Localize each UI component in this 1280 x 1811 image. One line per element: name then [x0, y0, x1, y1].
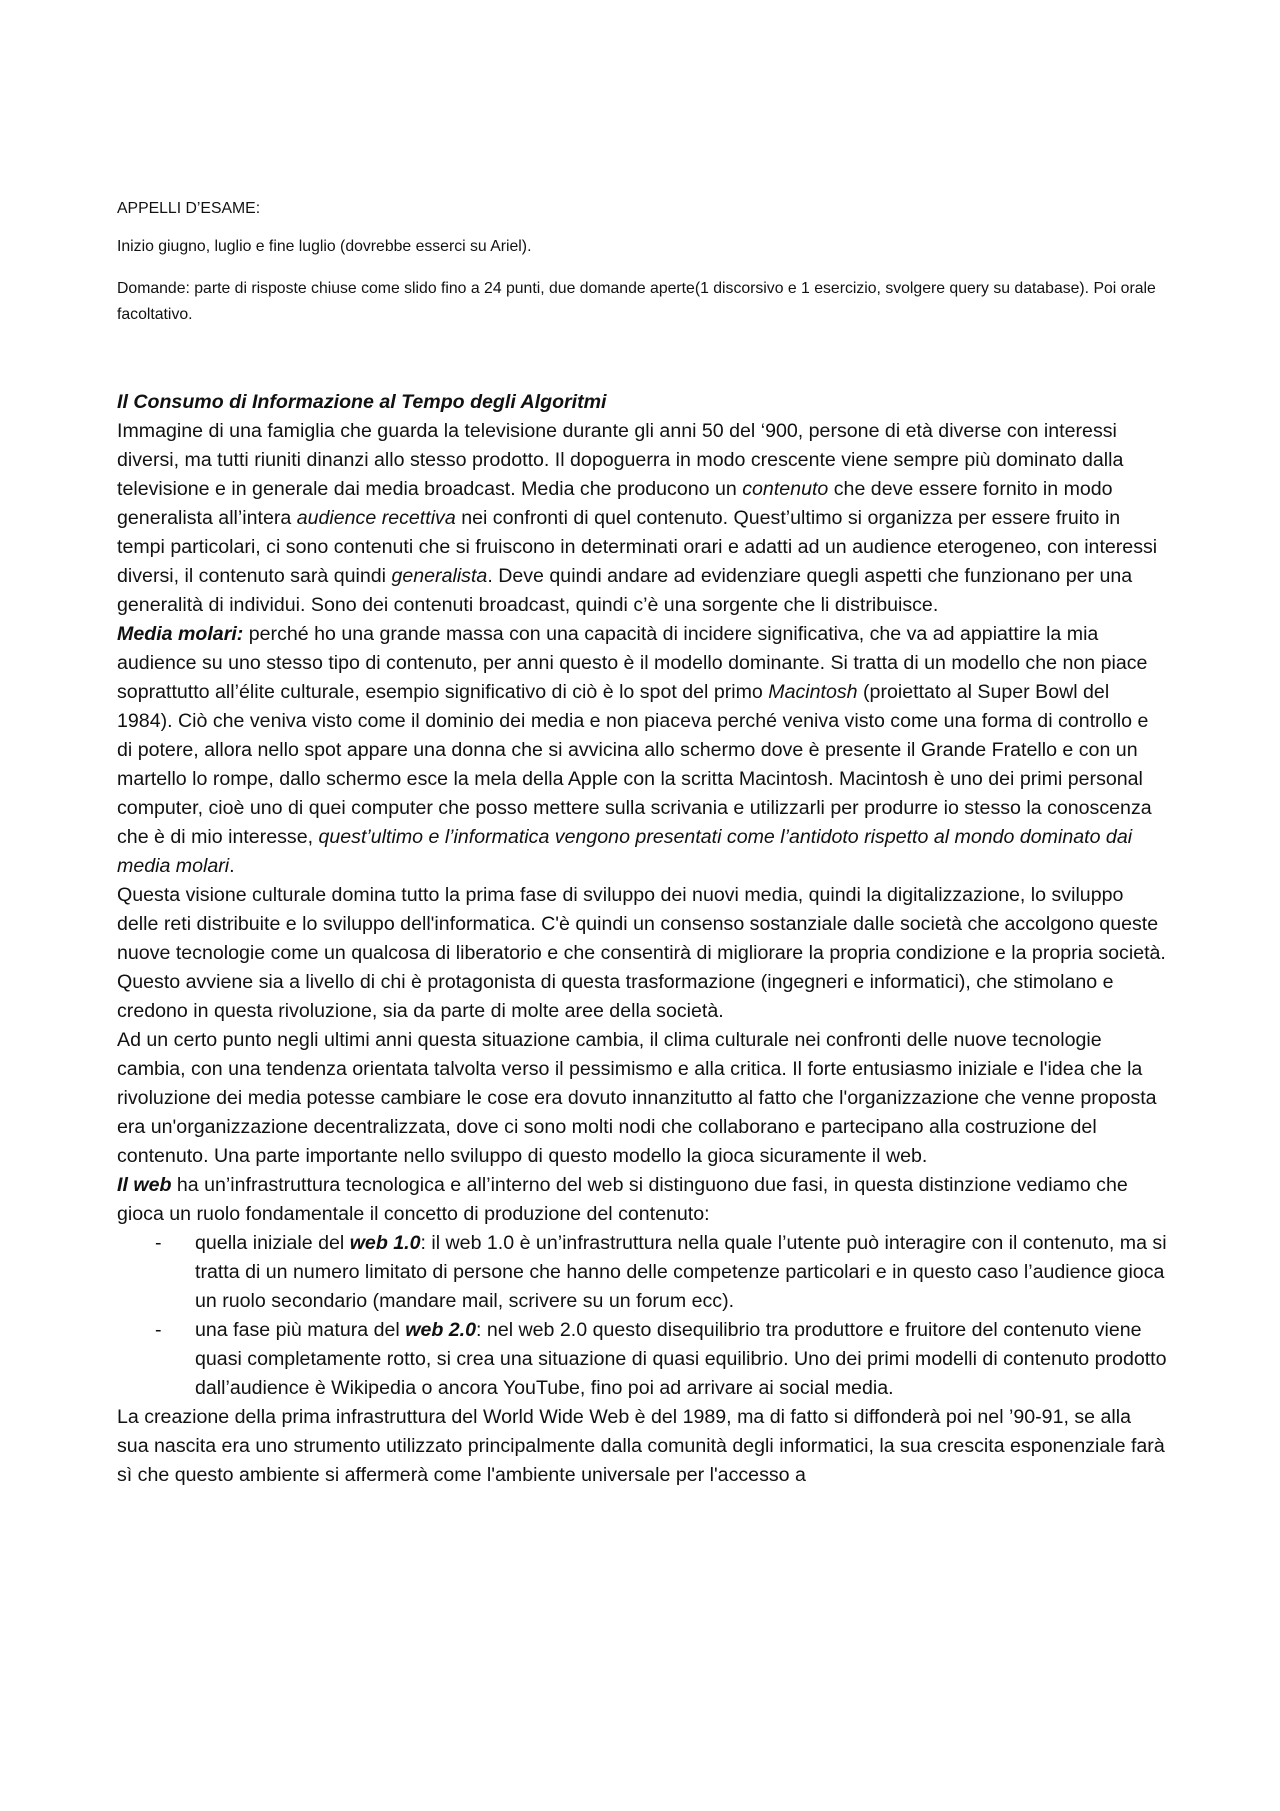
paragraph-www-creation: La creazione della prima infrastruttura del World Wide Web è del 1989, ma di fatto si diffonderà poi nel ’90-91, se alla sua nascita era uno strumento utilizzato principalmente dalla comunità degli informatici, la sua crescita esponenziale farà sì che questo ambiente si affermerà come l'ambiente universale per l'accesso a [117, 1406, 1165, 1486]
exam-questions: Domande: parte di risposte chiuse come slido fino a 24 punti, due domande aperte(1 discorsivo e 1 esercizio, svolgere query su database). Poi orale facoltativo. [117, 280, 1156, 323]
list-item [155, 1229, 1167, 1316]
text-run: (proiettato al Super Bowl del 1984). Ciò che veniva visto come il dominio dei media e non piaceva perché veniva visto come una forma di controllo e di potere, allora nello spot appare una donna che si avvicina allo schermo dove è presente il Grande Fratello e con un martello lo rompe, dallo schermo esce la mela della Apple con la scritta Macintosh. Macintosh è uno dei primi personal computer, cioè uno di quei computer che posso mettere sulla scrivania e utilizzarli per produrre io stesso la conoscenza che è di mio interesse, [117, 681, 1152, 848]
bold-italic-run: Il web [117, 1174, 172, 1196]
text-run: Immagine di una famiglia che guarda la televisione durante gli anni 50 del ‘900, persone di età diverse con interessi diversi, ma tutti riuniti dinanzi allo stesso prodotto. Il dopoguerra in modo crescente viene sempre più dominato dalla televisione e in generale dai media broadcast. Media che producono un [117, 420, 1124, 500]
text-run: . [229, 855, 235, 877]
exam-dates: Inizio giugno, luglio e fine luglio (dovrebbe esserci su Ariel). [117, 238, 532, 255]
italic-run: audience recettiva [296, 507, 456, 529]
bold-italic-run: web 1.0 [349, 1232, 421, 1254]
dash-bullet: - [155, 1319, 162, 1341]
italic-run: Macintosh [768, 681, 858, 703]
main-section [117, 388, 1167, 1490]
text-run: nei confronti di quel contenuto. Quest’ultimo si organizza per essere fruito in tempi particolari, ci sono contenuti che si fruiscono in determinati orari e adatti ad un audience eterogeneo, con interessi diversi, il contenuto sarà quindi [117, 507, 1158, 587]
text-run: . Deve quindi andare ad evidenziare quegli aspetti che funzionano per una generalità di individui. Sono dei contenuti broadcast, quindi c’è una sorgente che li distribuisce. [117, 565, 1133, 616]
exam-heading: APPELLI D’ESAME: [117, 200, 261, 217]
italic-run: quest’ultimo e l’informatica vengono presentati come l’antidoto rispetto al mondo dominato dai media molari [117, 826, 1133, 877]
text-run: : il web 1.0 è un’infrastruttura nella quale l’utente può interagire con il contenuto, ma si tratta di un numero limitato di persone che hanno delle competenze particolari e in questo caso l’audience gioca un ruolo secondario (mandare mail, scrivere su un forum ecc). [195, 1232, 1167, 1312]
paragraph-climate-change: Ad un certo punto negli ultimi anni questa situazione cambia, il clima culturale nei confronti delle nuove tecnologie cambia, con una tendenza orientata talvolta verso il pessimismo e alla critica. Il forte entusiasmo iniziale e l'idea che la rivoluzione dei media potesse cambiare le cose era dovuto innanzitutto al fatto che l'organizzazione che venne proposta era un'organizzazione decentralizzata, dove ci sono molti nodi che collaborano e partecipano alla costruzione del contenuto. Una parte importante nello sviluppo di questo modello la gioca sicuramente il web. [117, 1029, 1157, 1167]
text-run: una fase più matura del [195, 1319, 406, 1341]
bold-italic-run: web 2.0 [405, 1319, 477, 1341]
text-run: quella iniziale del [195, 1232, 350, 1254]
italic-run: contenuto [742, 478, 829, 500]
text-run: ha un’infrastruttura tecnologica e all’interno del web si distinguono due fasi, in questa distinzione vediamo che gioca un ruolo fondamentale il concetto di produzione del contenuto: [117, 1174, 1128, 1225]
text-run: che deve essere fornito in modo generalista all’intera [117, 478, 1113, 529]
section-title: Il Consumo di Informazione al Tempo degli Algoritmi [117, 391, 607, 413]
text-run: : nel web 2.0 questo disequilibrio tra produttore e fruitore del contenuto viene quasi completamente rotto, si crea una situazione di quasi equilibrio. Uno dei primi modelli di contenuto prodotto dall’audience è Wikipedia o ancora YouTube, fino poi ad arrivare ai social media. [195, 1319, 1167, 1399]
paragraph-web [117, 1171, 1167, 1229]
list-item [155, 1316, 1167, 1403]
dash-bullet: - [155, 1232, 162, 1254]
paragraph-media-molari [117, 620, 1167, 881]
paragraph-television [117, 417, 1167, 620]
bold-italic-run: Media molari: [117, 623, 244, 645]
document-page [117, 196, 1167, 1490]
text-run: perché ho una grande massa con una capacità di incidere significativa, che va ad appiattire la mia audience su uno stesso tipo di contenuto, per anni questo è il modello dominante. Si tratta di un modello che non piace soprattutto all’élite culturale, esempio significativo di ciò è lo spot del primo [117, 623, 1148, 703]
paragraph-cultural-vision: Questa visione culturale domina tutto la prima fase di sviluppo dei nuovi media, quindi la digitalizzazione, lo sviluppo delle reti distribuite e lo sviluppo dell'informatica. C'è quindi un consenso sostanziale dalle società che accolgono queste nuove tecnologie come un qualcosa di liberatorio e che consentirà di migliorare la propria condizione e la propria società. Questo avviene sia a livello di chi è protagonista di questa trasformazione (ingegneri e informatici), che stimolano e credono in questa rivoluzione, sia da parte di molte aree della società. [117, 884, 1166, 1022]
exam-info-block [117, 196, 1167, 328]
italic-run: generalista [391, 565, 488, 587]
web-phases-list [117, 1229, 1167, 1403]
